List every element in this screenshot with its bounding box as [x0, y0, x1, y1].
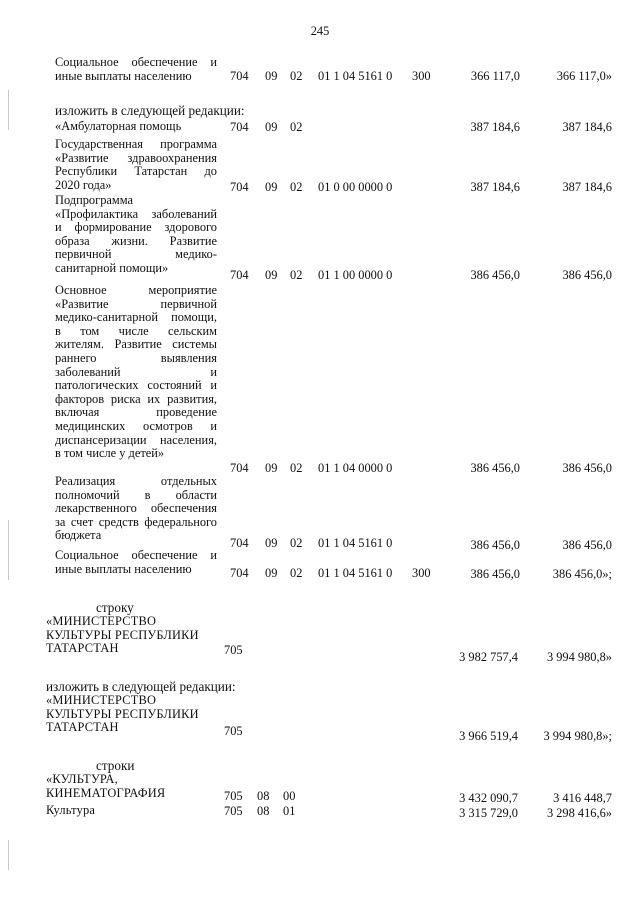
row-description: Социальное обеспечение и иные выплаты населению — [55, 548, 217, 576]
code-section: 09 — [265, 268, 278, 282]
edit-phrase: изложить в следующей редакции: — [46, 679, 236, 694]
value-year-2: 386 456,0»; — [552, 567, 612, 581]
code-subsection: 01 — [283, 804, 296, 818]
row-description: «Амбулаторная помощь — [55, 119, 182, 133]
code-subsection: 02 — [290, 120, 303, 134]
code-subsection: 02 — [290, 268, 303, 282]
value-year-2: 386 456,0 — [562, 538, 612, 552]
row-phrase: строку — [96, 600, 134, 615]
edit-phrase: изложить в следующей редакции: — [55, 103, 245, 118]
culture-row-label: Культура — [46, 803, 96, 817]
value-year-1: 386 456,0 — [470, 538, 520, 552]
code-subsection: 02 — [290, 69, 303, 83]
value-year-2: 3 298 416,6» — [546, 806, 612, 820]
code-ministry: 705 — [224, 643, 243, 657]
code-target: 01 1 00 0000 0 — [318, 268, 393, 282]
code-target: 01 1 04 0000 0 — [318, 461, 393, 475]
value-year-2: 366 117,0» — [556, 69, 612, 83]
ministry-heading: «МИНИСТЕРСТВО КУЛЬТУРЫ РЕСПУБЛИКИ ТАТАРСТАН — [46, 614, 199, 656]
code-ministry: 705 — [224, 724, 243, 738]
code-section: 09 — [265, 120, 278, 134]
value-year-2: 386 456,0 — [562, 268, 612, 282]
row-description: Государственная программа «Развитие здравоохранения Республики Татарстан до 2020 года» — [55, 137, 217, 192]
scan-artifact — [8, 520, 9, 580]
culture-heading: «КУЛЬТУРА, КИНЕМАТОГРАФИЯ — [46, 772, 166, 800]
value-year-2: 3 994 980,8»; — [543, 729, 612, 743]
code-section: 09 — [265, 566, 278, 580]
value-year-1: 387 184,6 — [470, 180, 520, 194]
value-year-1: 386 456,0 — [470, 567, 520, 581]
scan-artifact — [8, 90, 9, 130]
code-ministry: 704 — [230, 268, 249, 282]
code-section: 09 — [265, 69, 278, 83]
code-ministry: 704 — [230, 461, 249, 475]
code-subsection: 00 — [283, 789, 296, 803]
code-ministry: 704 — [230, 69, 249, 83]
scan-artifact — [8, 840, 9, 870]
code-subsection: 02 — [290, 461, 303, 475]
code-target: 01 1 04 5161 0 — [318, 566, 393, 580]
code-ministry: 704 — [230, 120, 249, 134]
code-section: 09 — [265, 180, 278, 194]
code-section: 09 — [265, 461, 278, 475]
code-target: 01 1 04 5161 0 — [318, 536, 393, 550]
page-number: 245 — [310, 24, 330, 38]
value-year-1: 387 184,6 — [470, 120, 520, 134]
value-year-1: 3 432 090,7 — [459, 791, 518, 805]
value-year-2: 387 184,6 — [562, 180, 612, 194]
code-section: 08 — [257, 789, 270, 803]
value-year-1: 386 456,0 — [470, 461, 520, 475]
value-year-2: 3 416 448,7 — [553, 791, 612, 805]
value-year-1: 3 315 729,0 — [459, 806, 518, 820]
code-target: 01 0 00 0000 0 — [318, 180, 393, 194]
code-ministry: 705 — [224, 789, 243, 803]
value-year-1: 386 456,0 — [470, 268, 520, 282]
code-target: 01 1 04 5161 0 — [318, 69, 393, 83]
ministry-heading: «МИНИСТЕРСТВО КУЛЬТУРЫ РЕСПУБЛИКИ ТАТАРСТАН — [46, 693, 199, 735]
value-year-2: 386 456,0 — [562, 461, 612, 475]
code-ministry: 704 — [230, 566, 249, 580]
code-ministry: 705 — [224, 804, 243, 818]
code-section: 09 — [265, 536, 278, 550]
code-section: 08 — [257, 804, 270, 818]
row-description: Основное мероприятие «Развитие первичной медико-санитарной помощи, в том числе сельским жителям. Развитие системы раннего выявления заболеваний и патологических состояний и факторов риска их развития, включая проведение медицинских осмотров и диспансеризации населения, в том числе у детей» — [55, 283, 217, 461]
value-year-2: 3 994 980,8» — [546, 650, 612, 664]
code-ministry: 704 — [230, 536, 249, 550]
row-phrase: строки — [96, 758, 135, 773]
row-description: Подпрограмма «Профилактика заболеваний и формирование здорового образа жизни. Развитие первичной медико- санитарной помощи» — [55, 193, 217, 275]
code-ministry: 704 — [230, 180, 249, 194]
row-description: Реализация отдельных полномочий в области лекарственного обеспечения за счет средств федерального бюджета — [55, 474, 217, 543]
code-subsection: 02 — [290, 180, 303, 194]
value-year-1: 366 117,0 — [470, 69, 520, 83]
code-expense-type: 300 — [412, 69, 431, 83]
code-expense-type: 300 — [412, 566, 431, 580]
value-year-1: 3 982 757,4 — [459, 650, 518, 664]
code-subsection: 02 — [290, 536, 303, 550]
value-year-1: 3 966 519,4 — [459, 729, 518, 743]
value-year-2: 387 184,6 — [562, 120, 612, 134]
code-subsection: 02 — [290, 566, 303, 580]
row-description: Социальное обеспечение и иные выплаты населению — [55, 55, 217, 83]
